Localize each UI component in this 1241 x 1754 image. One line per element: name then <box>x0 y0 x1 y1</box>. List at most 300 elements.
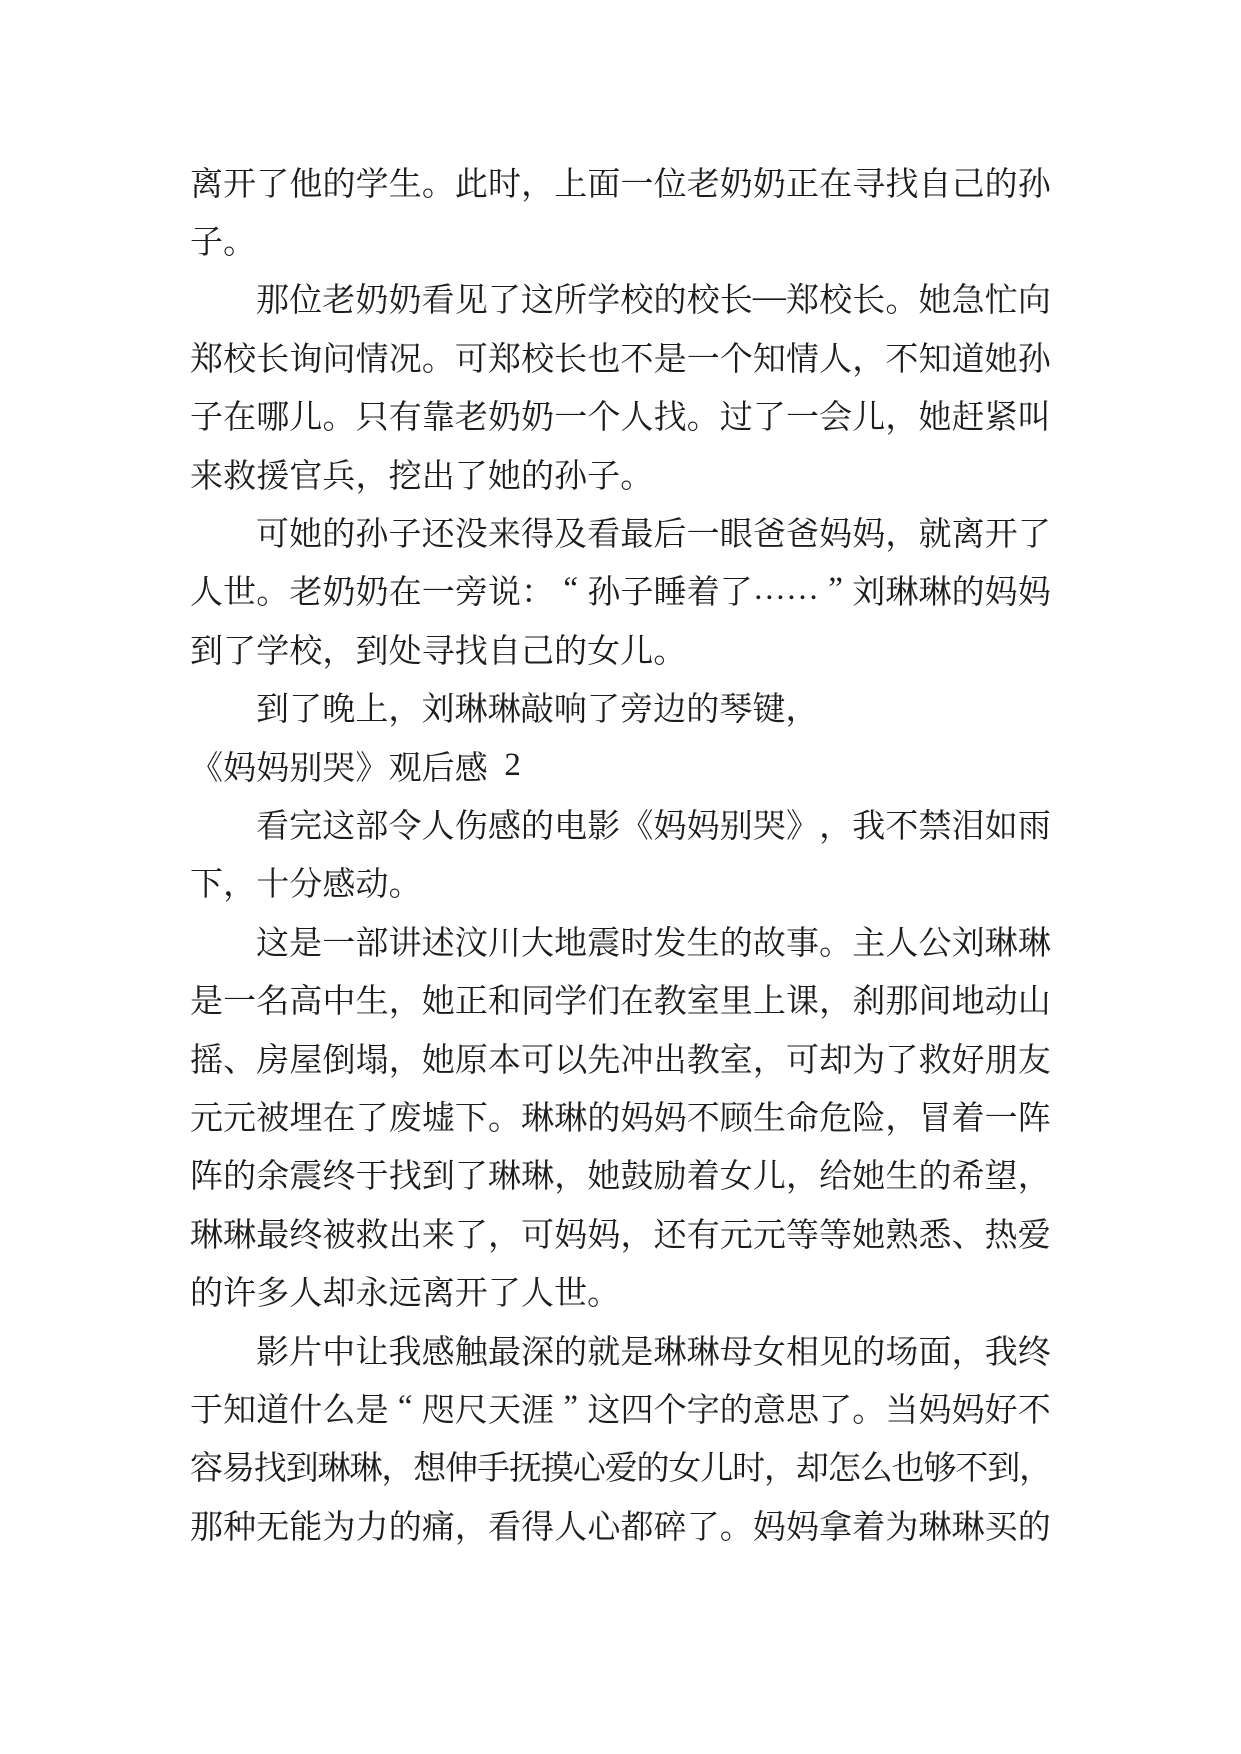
glyph: 琳 <box>686 1334 720 1371</box>
glyph: ， <box>1019 1451 1053 1488</box>
glyph: 看 <box>421 283 455 320</box>
glyph: 令 <box>388 808 422 845</box>
glyph: 孙 <box>1017 341 1051 378</box>
glyph: 人 <box>819 341 853 378</box>
glyph: 琳 <box>487 692 521 729</box>
glyph: — <box>752 279 786 316</box>
text-line <box>190 210 1051 268</box>
glyph: 触 <box>454 1334 488 1371</box>
glyph: 学 <box>554 984 588 1021</box>
glyph: 川 <box>487 925 521 962</box>
glyph: 不 <box>885 808 919 845</box>
glyph: 响 <box>553 692 587 729</box>
glyph: 看 <box>488 1509 522 1546</box>
glyph: ， <box>488 1217 522 1254</box>
glyph: ， <box>381 1451 415 1488</box>
glyph: 是 <box>289 925 323 962</box>
glyph: 救 <box>918 1042 952 1079</box>
glyph: 我 <box>388 1334 422 1371</box>
glyph: 不 <box>1017 1392 1051 1429</box>
glyph: 了 <box>223 633 257 670</box>
glyph: 一 <box>554 400 588 437</box>
glyph: 涯 <box>521 1392 555 1429</box>
glyph: 了 <box>355 1100 389 1137</box>
glyph: 校 <box>686 283 720 320</box>
glyph: 子 <box>388 517 422 554</box>
glyph: 到 <box>285 1451 319 1488</box>
glyph: 种 <box>223 1509 257 1546</box>
glyph: ， <box>554 1159 588 1196</box>
glyph: 妈 <box>819 517 853 554</box>
glyph: 老 <box>322 283 356 320</box>
glyph: 意 <box>752 1392 786 1429</box>
glyph: 影 <box>256 1334 290 1371</box>
glyph: 完 <box>289 808 323 845</box>
glyph: 危 <box>819 1100 853 1137</box>
glyph: 一 <box>421 575 455 612</box>
glyph: 励 <box>653 1159 687 1196</box>
glyph: 她 <box>421 1042 455 1079</box>
glyph: 能 <box>289 1509 323 1546</box>
glyph: 了 <box>487 1276 521 1313</box>
glyph: 妈 <box>984 575 1018 612</box>
glyph: 中 <box>322 984 356 1021</box>
glyph: 儿 <box>852 400 886 437</box>
glyph: 公 <box>918 925 952 962</box>
glyph: 。 <box>686 400 720 437</box>
glyph: 琳 <box>521 1100 555 1137</box>
glyph: 见 <box>454 283 488 320</box>
glyph: 的 <box>719 1392 753 1429</box>
glyph: 哪 <box>256 400 290 437</box>
glyph: 旁 <box>620 692 654 729</box>
glyph: 心 <box>572 1451 606 1488</box>
glyph: 望 <box>984 1159 1018 1196</box>
glyph: 在 <box>620 984 654 1021</box>
glyph: 震 <box>289 1159 323 1196</box>
glyph: 》 <box>786 808 820 845</box>
glyph: 感 <box>487 808 521 845</box>
glyph: 感 <box>421 1334 455 1371</box>
glyph: 就 <box>918 517 952 554</box>
glyph: 校 <box>289 633 323 670</box>
glyph: 妈 <box>918 1392 952 1429</box>
glyph: 情 <box>355 341 389 378</box>
glyph: 了 <box>752 400 786 437</box>
glyph: 。 <box>421 166 455 203</box>
glyph: 她 <box>918 400 952 437</box>
glyph: 寻 <box>421 633 455 670</box>
glyph: 刹 <box>852 984 886 1021</box>
glyph: 和 <box>488 984 522 1021</box>
glyph: 好 <box>984 1392 1018 1429</box>
glyph: 么 <box>859 1451 893 1488</box>
glyph: 希 <box>951 1159 985 1196</box>
text-line <box>190 1437 1051 1495</box>
glyph: 个 <box>653 1392 687 1429</box>
glyph: 到 <box>355 633 389 670</box>
glyph: 可 <box>521 1217 555 1254</box>
glyph: 人 <box>289 1276 323 1313</box>
glyph: 动 <box>984 984 1018 1021</box>
glyph: 奶 <box>719 166 753 203</box>
glyph: 离 <box>190 166 224 203</box>
glyph: 也 <box>587 341 621 378</box>
glyph: 最 <box>256 1217 290 1254</box>
glyph: 让 <box>355 1334 389 1371</box>
glyph: 她 <box>487 458 521 495</box>
glyph: 出 <box>653 1042 687 1079</box>
glyph: ， <box>388 692 422 729</box>
glyph: 学 <box>256 633 290 670</box>
glyph: 儿 <box>752 1159 786 1196</box>
glyph: 了 <box>719 575 753 612</box>
glyph: 余 <box>256 1159 290 1196</box>
glyph: 孙 <box>355 517 389 554</box>
glyph: 的 <box>719 925 753 962</box>
glyph: 元 <box>752 1217 786 1254</box>
glyph: 知 <box>223 1392 257 1429</box>
glyph: 后 <box>653 517 687 554</box>
glyph: 先 <box>587 1042 621 1079</box>
glyph: 的 <box>322 517 356 554</box>
glyph: 拿 <box>819 1509 853 1546</box>
glyph: 塌 <box>355 1042 389 1079</box>
glyph: 奶 <box>488 400 522 437</box>
glyph: 位 <box>653 166 687 203</box>
glyph: 影 <box>587 808 621 845</box>
glyph: 爱 <box>604 1451 638 1488</box>
glyph: 着 <box>686 1159 720 1196</box>
glyph: 。 <box>322 400 356 437</box>
glyph: 动 <box>355 867 389 904</box>
glyph: 什 <box>289 1392 323 1429</box>
glyph: 奶 <box>388 283 422 320</box>
glyph: 被 <box>256 1100 290 1137</box>
glyph: 可 <box>521 1042 555 1079</box>
glyph: 还 <box>421 517 455 554</box>
glyph: 是 <box>190 984 224 1021</box>
glyph: 爸 <box>786 517 820 554</box>
glyph: 世 <box>554 1276 588 1313</box>
text-line <box>190 386 1051 444</box>
glyph: 一 <box>984 1100 1018 1137</box>
glyph: 我 <box>852 808 886 845</box>
glyph: 刘 <box>951 925 985 962</box>
glyph: 她 <box>984 341 1018 378</box>
glyph: 生 <box>686 925 720 962</box>
glyph: 兵 <box>322 458 356 495</box>
glyph: 眼 <box>719 517 753 554</box>
glyph: 长 <box>256 341 290 378</box>
glyph: 冲 <box>620 1042 654 1079</box>
glyph: 。 <box>719 1509 753 1546</box>
glyph: 到 <box>421 1159 455 1196</box>
glyph: 述 <box>421 925 455 962</box>
glyph: 汶 <box>454 925 488 962</box>
glyph: 。 <box>620 458 654 495</box>
glyph: 找 <box>653 400 687 437</box>
glyph: 了 <box>256 166 290 203</box>
glyph: 妈 <box>951 1392 985 1429</box>
glyph: 孙 <box>587 575 621 612</box>
glyph: ， <box>521 166 555 203</box>
glyph: 人 <box>520 1276 554 1313</box>
glyph: 痛 <box>421 1509 455 1546</box>
glyph: 了 <box>1017 517 1051 554</box>
glyph: 埋 <box>289 1100 323 1137</box>
glyph: 爸 <box>752 517 786 554</box>
glyph: 她 <box>852 1159 886 1196</box>
glyph: 开 <box>454 1276 488 1313</box>
glyph: 边 <box>653 692 687 729</box>
glyph: 震 <box>587 925 621 962</box>
glyph: 四 <box>620 1392 654 1429</box>
glyph: 琳 <box>984 925 1018 962</box>
glyph: 面 <box>587 166 621 203</box>
glyph: 知 <box>752 341 786 378</box>
glyph: 》 <box>355 750 389 787</box>
glyph: 天 <box>488 1392 522 1429</box>
glyph: 寻 <box>852 166 886 203</box>
glyph: 了 <box>289 692 323 729</box>
glyph: 是 <box>355 1392 389 1429</box>
glyph: 女 <box>752 1334 786 1371</box>
glyph: 有 <box>388 400 422 437</box>
glyph: ， <box>223 867 257 904</box>
glyph: 那 <box>190 1509 224 1546</box>
glyph: 女 <box>587 633 621 670</box>
glyph: 朋 <box>984 1042 1018 1079</box>
glyph: 紧 <box>984 400 1018 437</box>
glyph: 离 <box>421 1276 455 1313</box>
text-line <box>190 1495 1051 1553</box>
glyph: 碎 <box>653 1509 687 1546</box>
glyph: 于 <box>355 1159 389 1196</box>
glyph: 正 <box>786 166 820 203</box>
glyph: 2 <box>504 746 521 783</box>
glyph: 她 <box>852 1217 886 1254</box>
text-line <box>190 1028 1051 1086</box>
glyph: 孙 <box>1017 166 1051 203</box>
glyph: 郑 <box>786 283 820 320</box>
glyph: 爱 <box>1017 1217 1051 1254</box>
glyph: 可 <box>454 341 488 378</box>
glyph: 我 <box>984 1334 1018 1371</box>
text-line <box>190 969 1051 1027</box>
glyph: 世 <box>223 575 257 612</box>
glyph: 说 <box>488 575 522 612</box>
glyph: 琳 <box>190 1217 224 1254</box>
glyph: 深 <box>521 1334 555 1371</box>
text-line <box>190 853 1051 911</box>
glyph: ， <box>785 692 819 729</box>
glyph: 道 <box>951 341 985 378</box>
glyph: 后 <box>421 750 455 787</box>
glyph: ， <box>752 1042 786 1079</box>
glyph: 己 <box>520 633 554 670</box>
glyph: 这 <box>521 283 555 320</box>
glyph: 了 <box>819 1392 853 1429</box>
glyph: 妈 <box>620 1100 654 1137</box>
glyph: 时 <box>488 166 522 203</box>
text-line <box>190 444 1051 502</box>
glyph: 主 <box>852 925 886 962</box>
glyph: 冒 <box>918 1100 952 1137</box>
glyph: 人 <box>554 1509 588 1546</box>
glyph: 子 <box>587 458 621 495</box>
glyph: 刘 <box>852 575 886 612</box>
glyph: 就 <box>587 1334 621 1371</box>
glyph: 一 <box>322 925 356 962</box>
glyph: 片 <box>289 1334 323 1371</box>
glyph: 许 <box>223 1276 257 1313</box>
glyph: 。 <box>488 1100 522 1137</box>
glyph: 的 <box>636 1451 670 1488</box>
glyph: 了 <box>454 1159 488 1196</box>
glyph: 的 <box>653 283 687 320</box>
glyph: 。 <box>223 225 257 262</box>
glyph: 此 <box>454 166 488 203</box>
glyph: 看 <box>256 808 290 845</box>
glyph: ， <box>388 1042 422 1079</box>
glyph: 不 <box>620 341 654 378</box>
glyph: 长 <box>554 341 588 378</box>
glyph: 睡 <box>653 575 687 612</box>
glyph: 儿 <box>620 633 654 670</box>
text-line <box>190 619 1051 677</box>
glyph: 校 <box>223 341 257 378</box>
glyph: 急 <box>951 283 985 320</box>
glyph: 况 <box>388 341 422 378</box>
glyph: 的 <box>388 1509 422 1546</box>
glyph: 妈 <box>587 1217 621 1254</box>
glyph: 处 <box>388 633 422 670</box>
glyph: 琳 <box>223 1217 257 1254</box>
glyph: 感 <box>322 867 356 904</box>
glyph: 妈 <box>554 1217 588 1254</box>
glyph: 一 <box>786 400 820 437</box>
text-line <box>190 1378 1051 1436</box>
glyph: 险 <box>852 1100 886 1137</box>
glyph: 却 <box>795 1451 829 1488</box>
glyph: 教 <box>686 1042 720 1079</box>
glyph: 她 <box>587 1159 621 1196</box>
glyph: 正 <box>454 984 488 1021</box>
glyph: 别 <box>289 750 323 787</box>
glyph: 下 <box>454 1100 488 1137</box>
text-line <box>190 561 1051 619</box>
glyph: 那 <box>256 283 290 320</box>
glyph: 子 <box>190 225 224 262</box>
glyph: 靠 <box>421 400 455 437</box>
glyph: 在 <box>223 400 257 437</box>
glyph: 地 <box>554 925 588 962</box>
glyph: 教 <box>653 984 687 1021</box>
glyph: 人 <box>421 808 455 845</box>
text-body <box>190 152 1051 1553</box>
glyph: ， <box>885 1100 919 1137</box>
glyph: 生 <box>752 1100 786 1137</box>
glyph: 找 <box>454 633 488 670</box>
glyph: 来 <box>487 517 521 554</box>
text-line <box>190 269 1051 327</box>
glyph: ” <box>563 1388 579 1425</box>
glyph: 妈 <box>686 808 720 845</box>
glyph: ， <box>819 808 853 845</box>
glyph: 不 <box>955 1451 989 1488</box>
glyph: 友 <box>1017 1042 1051 1079</box>
glyph: 《 <box>620 808 654 845</box>
glyph: 琳 <box>951 1509 985 1546</box>
glyph: 。 <box>819 925 853 962</box>
glyph: 人 <box>885 925 919 962</box>
glyph: 了 <box>885 1042 919 1079</box>
glyph: 琳 <box>918 1509 952 1546</box>
glyph: 故 <box>752 925 786 962</box>
glyph: 字 <box>686 1392 720 1429</box>
glyph: 也 <box>891 1451 925 1488</box>
glyph: 妈 <box>752 1509 786 1546</box>
glyph: 课 <box>786 984 820 1021</box>
text-line <box>190 1145 1051 1203</box>
glyph: 的 <box>951 575 985 612</box>
glyph: 大 <box>521 925 555 962</box>
glyph: 热 <box>984 1217 1018 1254</box>
glyph: 一 <box>620 166 654 203</box>
glyph: 找 <box>885 166 919 203</box>
glyph: 救 <box>223 458 257 495</box>
glyph: 相 <box>786 1334 820 1371</box>
glyph: 都 <box>620 1509 654 1546</box>
glyph: ： <box>521 575 555 612</box>
glyph: 上 <box>355 692 389 729</box>
glyph: 阵 <box>190 1159 224 1196</box>
glyph: 们 <box>587 984 621 1021</box>
glyph: 、 <box>223 1042 257 1079</box>
glyph: 奶 <box>752 166 786 203</box>
glyph: 的 <box>554 1334 588 1371</box>
glyph: 。 <box>653 633 687 670</box>
glyph: 名 <box>256 984 290 1021</box>
glyph: 终 <box>322 1159 356 1196</box>
glyph: 赶 <box>951 400 985 437</box>
glyph: 那 <box>885 984 919 1021</box>
glyph: 想 <box>413 1451 447 1488</box>
glyph: 琳 <box>521 1159 555 1196</box>
glyph: 房 <box>256 1042 290 1079</box>
glyph: 在 <box>819 166 853 203</box>
glyph: 以 <box>554 1042 588 1079</box>
text-line <box>190 1203 1051 1261</box>
glyph: 这 <box>587 1392 621 1429</box>
glyph: 容 <box>190 1451 223 1488</box>
glyph: 抚 <box>508 1451 542 1488</box>
glyph: 《 <box>190 750 224 787</box>
glyph: 儿 <box>289 400 323 437</box>
glyph: 郑 <box>190 341 224 378</box>
glyph: 易 <box>221 1451 255 1488</box>
glyph: ， <box>852 341 886 378</box>
glyph: 却 <box>322 1276 356 1313</box>
glyph: 力 <box>355 1509 389 1546</box>
glyph: 远 <box>388 1276 422 1313</box>
glyph: 键 <box>752 692 786 729</box>
glyph: 找 <box>388 1159 422 1196</box>
glyph: 讲 <box>388 925 422 962</box>
glyph: … <box>786 571 820 608</box>
glyph: 鼓 <box>620 1159 654 1196</box>
